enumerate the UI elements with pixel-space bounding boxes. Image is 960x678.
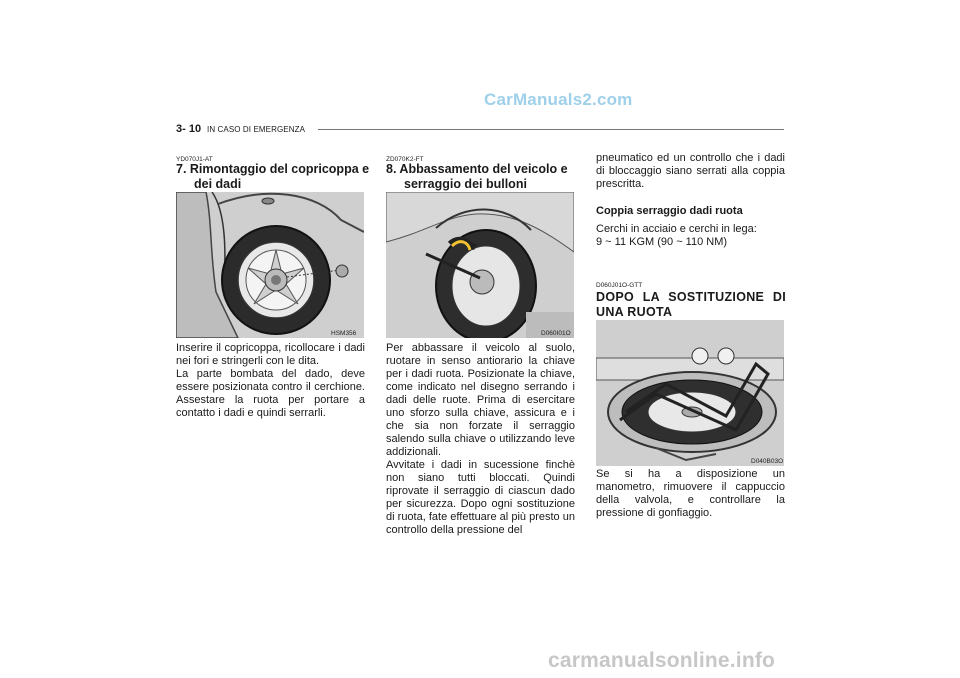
col1-paragraph: Inserire il copricoppa, ricollocare i dadi nei fori e stringerli con le dita. <box>176 342 365 367</box>
page-number: 3- 10 <box>176 123 202 135</box>
col3-figure-code: D040B03O <box>751 458 784 465</box>
col2-code: ZD070K2-FT <box>386 156 424 163</box>
col2-body <box>386 342 575 537</box>
figure-lowering-vehicle <box>386 192 574 338</box>
watermark-top: CarManuals2.com <box>484 90 633 109</box>
col3-code: D060J01O-GTT <box>596 282 643 289</box>
col2-paragraph: Avvitate i dadi in sucessione finchè non siano tutti bloccati. Quindi riprovate il serraggio di ciascun dado per sicurezza. Dopo ogni sostituzione di ruota, fate effettuare al più presto un controllo della pressione del <box>386 459 575 536</box>
col3-continuation: pneumatico ed un controllo che i dadi di bloccaggio siano serrati alla coppia prescritta. <box>596 152 785 190</box>
col1-figure-code: HSM356 <box>331 330 357 337</box>
col1-code: YD070J1-AT <box>176 156 213 163</box>
col3-torque-line2: 9 ~ 11 KGM (90 ~ 110 NM) <box>596 236 728 248</box>
col3-body: Se si ha a disposizione un manometro, rimuovere il cappuccio della valvola, e controllare la pressione di gonfiaggio. <box>596 468 785 519</box>
header-rule <box>318 129 784 130</box>
col1-heading: 7. Rimontaggio del copricoppa e dei dadi <box>176 162 370 191</box>
col2-paragraph: Per abbassare il veicolo al suolo, ruotare in senso antiorario la chiave per i dadi ruota. Posizionate la chiave, come indicato nel disegno serrando i dadi delle ruote. Prima di esercitare uno sforzo sulla chiave, assicura e i che sia non forzate il serraggio salendo sulla chiave o utilizzando leve addizionali. <box>386 342 575 458</box>
col3-heading: DOPO LA SOSTITUZIONE DI UNA RUOTA <box>596 290 786 319</box>
col3-subheading: Coppia serraggio dadi ruota <box>596 205 743 217</box>
col2-figure-code: D060I01O <box>541 330 571 337</box>
watermark-bottom: carmanualsonline.info <box>548 649 776 672</box>
figure-wheel-hubcap <box>176 192 364 338</box>
section-title: IN CASO DI EMERGENZA <box>207 125 306 134</box>
col1-body <box>176 342 365 420</box>
figure-spare-storage <box>596 320 784 466</box>
col3-torque-line1: Cerchi in acciaio e cerchi in lega: <box>596 223 757 235</box>
col2-heading: 8. Abbassamento del veicolo e serraggio dei bulloni <box>386 162 568 191</box>
col1-paragraph: La parte bombata del dado, deve essere posizionata contro il cerchione. Assestare la ruota per portare a contatto i dadi e quindi serrarli. <box>176 368 365 419</box>
